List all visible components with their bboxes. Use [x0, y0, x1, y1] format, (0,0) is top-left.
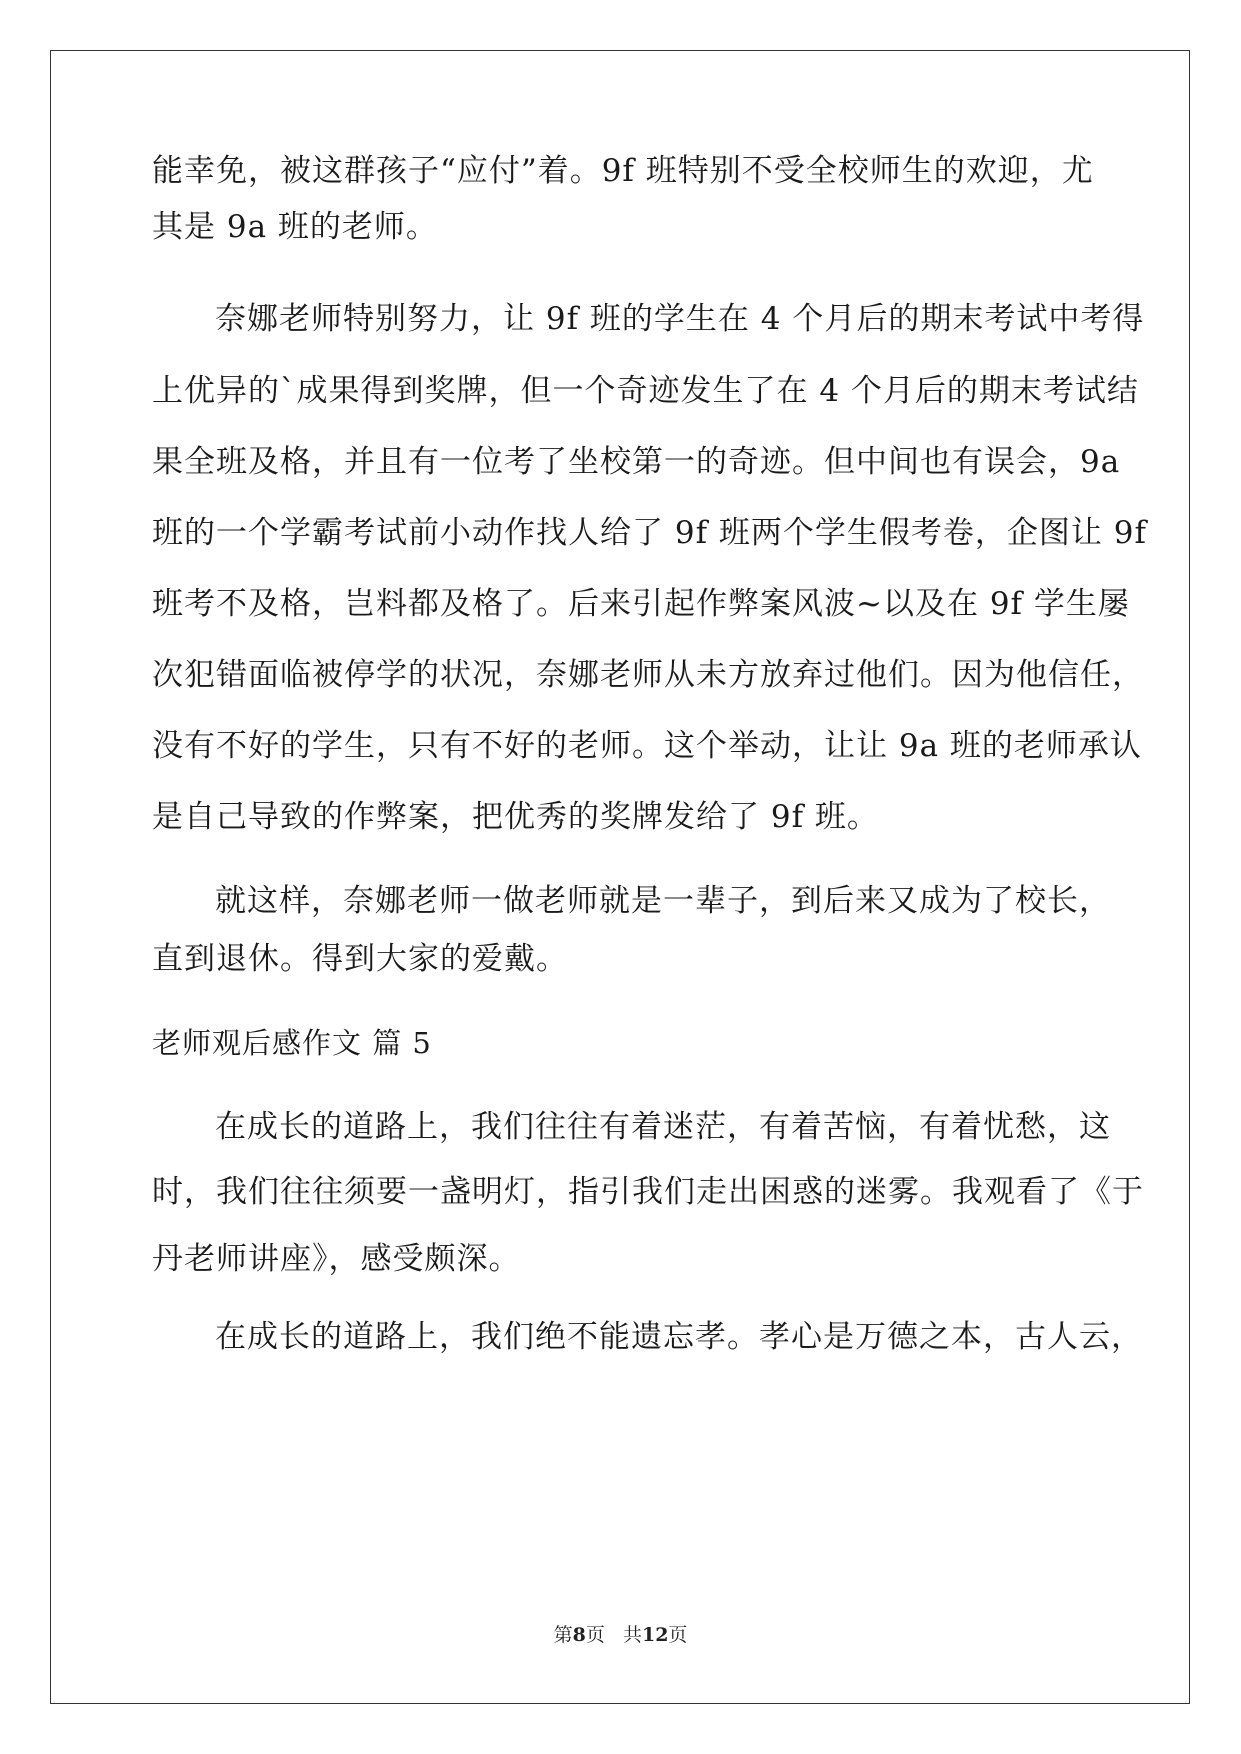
page-unit: 页: [585, 1624, 605, 1646]
total-unit: 页: [668, 1624, 688, 1646]
text-line: 班的一个学霸考试前小动作找人给了 9f 班两个学生假考卷，企图让 9f: [152, 515, 1147, 551]
text-line: 在成长的道路上，我们往往有着迷茫，有着苦恼，有着忧愁，这: [215, 1109, 1111, 1145]
page-prefix: 第: [553, 1624, 573, 1646]
total-prefix: 共: [622, 1624, 642, 1646]
text-line: 在成长的道路上，我们绝不能遗忘孝。孝心是万德之本，古人云，: [215, 1319, 1143, 1355]
text-line: 就这样，奈娜老师一做老师就是一辈子，到后来又成为了校长，: [215, 883, 1111, 919]
text-line: 奈娜老师特别努力，让 9f 班的学生在 4 个月后的期末考试中考得: [215, 301, 1145, 337]
page-number: 8: [572, 1624, 586, 1646]
text-line: 直到退休。得到大家的爱戴。: [152, 941, 568, 977]
text-line: 班考不及格，岂料都及格了。后来引起作弊案风波~以及在 9f 学生屡: [152, 586, 1130, 622]
text-line: 上优异的`成果得到奖牌，但一个奇迹发生了在 4 个月后的期末考试结: [152, 373, 1139, 409]
text-line: 果全班及格，并且有一位考了坐校第一的奇迹。但中间也有误会，9a: [152, 444, 1121, 480]
text-line: 次犯错面临被停学的状况，奈娜老师从未方放弃过他们。因为他信任，: [152, 657, 1144, 693]
text-line: 其是 9a 班的老师。: [152, 209, 438, 245]
section-heading: 老师观后感作文 篇 5: [152, 1026, 432, 1060]
text-line: 没有不好的学生，只有不好的老师。这个举动，让让 9a 班的老师承认: [152, 728, 1142, 764]
text-line: 是自己导致的作弊案，把优秀的奖牌发给了 9f 班。: [152, 799, 879, 835]
total-pages: 12: [641, 1624, 669, 1646]
page-footer: [0, 1620, 1241, 1647]
text-line: 能幸免，被这群孩子“应付”着。9f 班特别不受全校师生的欢迎，尤: [152, 153, 1094, 189]
text-line: 丹老师讲座》，感受颇深。: [152, 1241, 521, 1277]
text-line: 时，我们往往须要一盏明灯，指引我们走出困惑的迷雾。我观看了《于: [152, 1174, 1144, 1210]
